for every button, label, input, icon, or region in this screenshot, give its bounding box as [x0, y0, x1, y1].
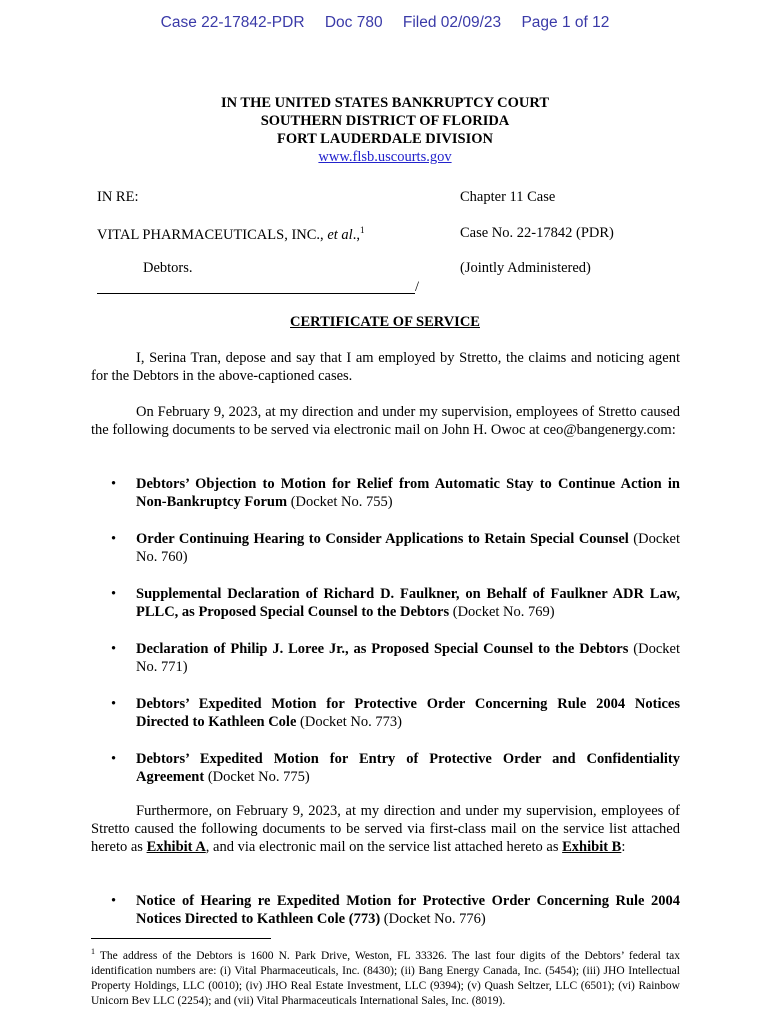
et-al-tail: .,	[352, 226, 360, 243]
exhibit-a-ref: Exhibit A	[146, 839, 206, 855]
paragraph-3-text-c: :	[621, 839, 626, 855]
chapter-label: Chapter 11 Case	[460, 189, 556, 205]
list-item	[91, 640, 680, 676]
item-title: Debtors’ Expedited Motion for Protective Order Concerning Rule 2004 Notices Directed to Kathleen Cole	[136, 696, 680, 730]
item-title: Declaration of Philip J. Loree Jr., as Proposed Special Counsel to the Debtors	[136, 641, 629, 657]
served-documents-list-1	[91, 475, 680, 786]
paragraph-1-text: I, Serina Tran, depose and say that I am employed by Stretto, the claims and noticing agent for the Debtors in the above-captioned cases.	[91, 350, 680, 384]
bullet-icon: •	[111, 476, 117, 492]
paragraph-1	[91, 349, 680, 385]
item-title: Notice of Hearing re Expedited Motion for Protective Order Concerning Rule 2004 Notices Directed to Kathleen Cole (773)	[136, 893, 680, 927]
list-item	[91, 750, 680, 786]
court-line-3: FORT LAUDERDALE DIVISION	[277, 131, 493, 147]
item-docket: (Docket No. 776)	[380, 911, 486, 927]
item-docket: (Docket No. 773)	[296, 714, 402, 730]
list-item	[91, 695, 680, 731]
jointly-administered-label: (Jointly Administered)	[460, 260, 591, 276]
item-docket: (Docket No. 769)	[449, 604, 555, 620]
paragraph-3-text-a: Furthermore, on February 9, 2023, at my direction and under my supervision, employees of Stretto caused the following documents to be served via first-class mail on the service list attached hereto as	[91, 803, 680, 855]
bullet-icon: •	[111, 751, 117, 767]
footnote-rule	[91, 938, 271, 939]
footnote-ref: 1	[359, 225, 365, 235]
served-documents-list-2	[91, 892, 680, 928]
court-line-2: SOUTHERN DISTRICT OF FLORIDA	[260, 113, 510, 129]
item-title: Order Continuing Hearing to Consider Applications to Retain Special Counsel	[136, 531, 629, 547]
item-docket: (Docket No. 771)	[136, 641, 680, 675]
filed-date-stamp: Filed 02/09/23	[402, 14, 502, 31]
item-title: Debtors’ Objection to Motion for Relief from Automatic Stay to Continue Action in Non-Bankruptcy Forum	[136, 476, 680, 510]
court-url-link[interactable]: www.flsb.uscourts.gov	[318, 149, 452, 165]
caption-slash: /	[415, 279, 420, 295]
debtors-label: Debtors.	[143, 260, 193, 276]
ecf-header-stamp	[0, 14, 770, 32]
paragraph-3-text-b: , and via electronic mail on the service list attached hereto as	[205, 839, 563, 855]
footnote	[91, 944, 680, 1009]
case-no-label: Case No. 22-17842 (PDR)	[460, 225, 614, 241]
item-title: Debtors’ Expedited Motion for Entry of Protective Order and Confidentiality Agreement	[136, 751, 680, 785]
court-heading	[0, 94, 770, 166]
list-item	[91, 892, 680, 928]
exhibit-b-ref: Exhibit B	[562, 839, 622, 855]
in-re-label: IN RE:	[97, 189, 139, 205]
bullet-icon: •	[111, 586, 117, 602]
debtor-name: VITAL PHARMACEUTICALS, INC.,	[97, 226, 328, 243]
list-item	[91, 475, 680, 511]
debtor-caption	[97, 225, 364, 244]
page-number-stamp: Page 1 of 12	[521, 14, 610, 31]
et-al: et al	[327, 226, 353, 243]
item-title: Supplemental Declaration of Richard D. Faulkner, on Behalf of Faulkner ADR Law, PLLC, as Proposed Special Counsel to the Debtors	[136, 586, 680, 620]
footnote-text: The address of the Debtors is 1600 N. Park Drive, Weston, FL 33326. The last four digits of the Debtors’ federal tax identification numbers are: (i) Vital Pharmaceuticals, Inc. (8430); (ii) Bang Energy Canada, Inc. (5454); (iii) JHO Intellectual Property Holdings, LLC (0010); (iv) JHO Real Estate Investment, LLC (9394); (v) Quash Seltzer, LLC (6501); (vi) Rainbow Unicorn Bev LLC (2254); and (vii) Vital Pharmaceuticals International Sales, Inc. (8019).	[91, 949, 680, 1007]
paragraph-2-text: On February 9, 2023, at my direction and under my supervision, employees of Stretto caused the following documents to be served via electronic mail on John H. Owoc at ceo@bangenergy.com:	[91, 404, 680, 438]
bullet-icon: •	[111, 893, 117, 909]
paragraph-2	[91, 403, 680, 439]
footnote-mark: 1	[91, 947, 95, 956]
list-item	[91, 585, 680, 621]
paragraph-3	[91, 802, 680, 856]
case-number-stamp: Case 22-17842-PDR	[160, 14, 305, 31]
item-docket: (Docket No. 760)	[136, 531, 681, 565]
caption-rule	[97, 293, 415, 294]
court-line-1: IN THE UNITED STATES BANKRUPTCY COURT	[220, 95, 550, 111]
item-docket: (Docket No. 775)	[204, 769, 310, 785]
bullet-icon: •	[111, 696, 117, 712]
document-title: CERTIFICATE OF SERVICE	[290, 314, 480, 330]
doc-number-stamp: Doc 780	[324, 14, 383, 31]
item-docket: (Docket No. 755)	[287, 494, 393, 510]
bullet-icon: •	[111, 531, 117, 547]
list-item	[91, 530, 680, 566]
bullet-icon: •	[111, 641, 117, 657]
